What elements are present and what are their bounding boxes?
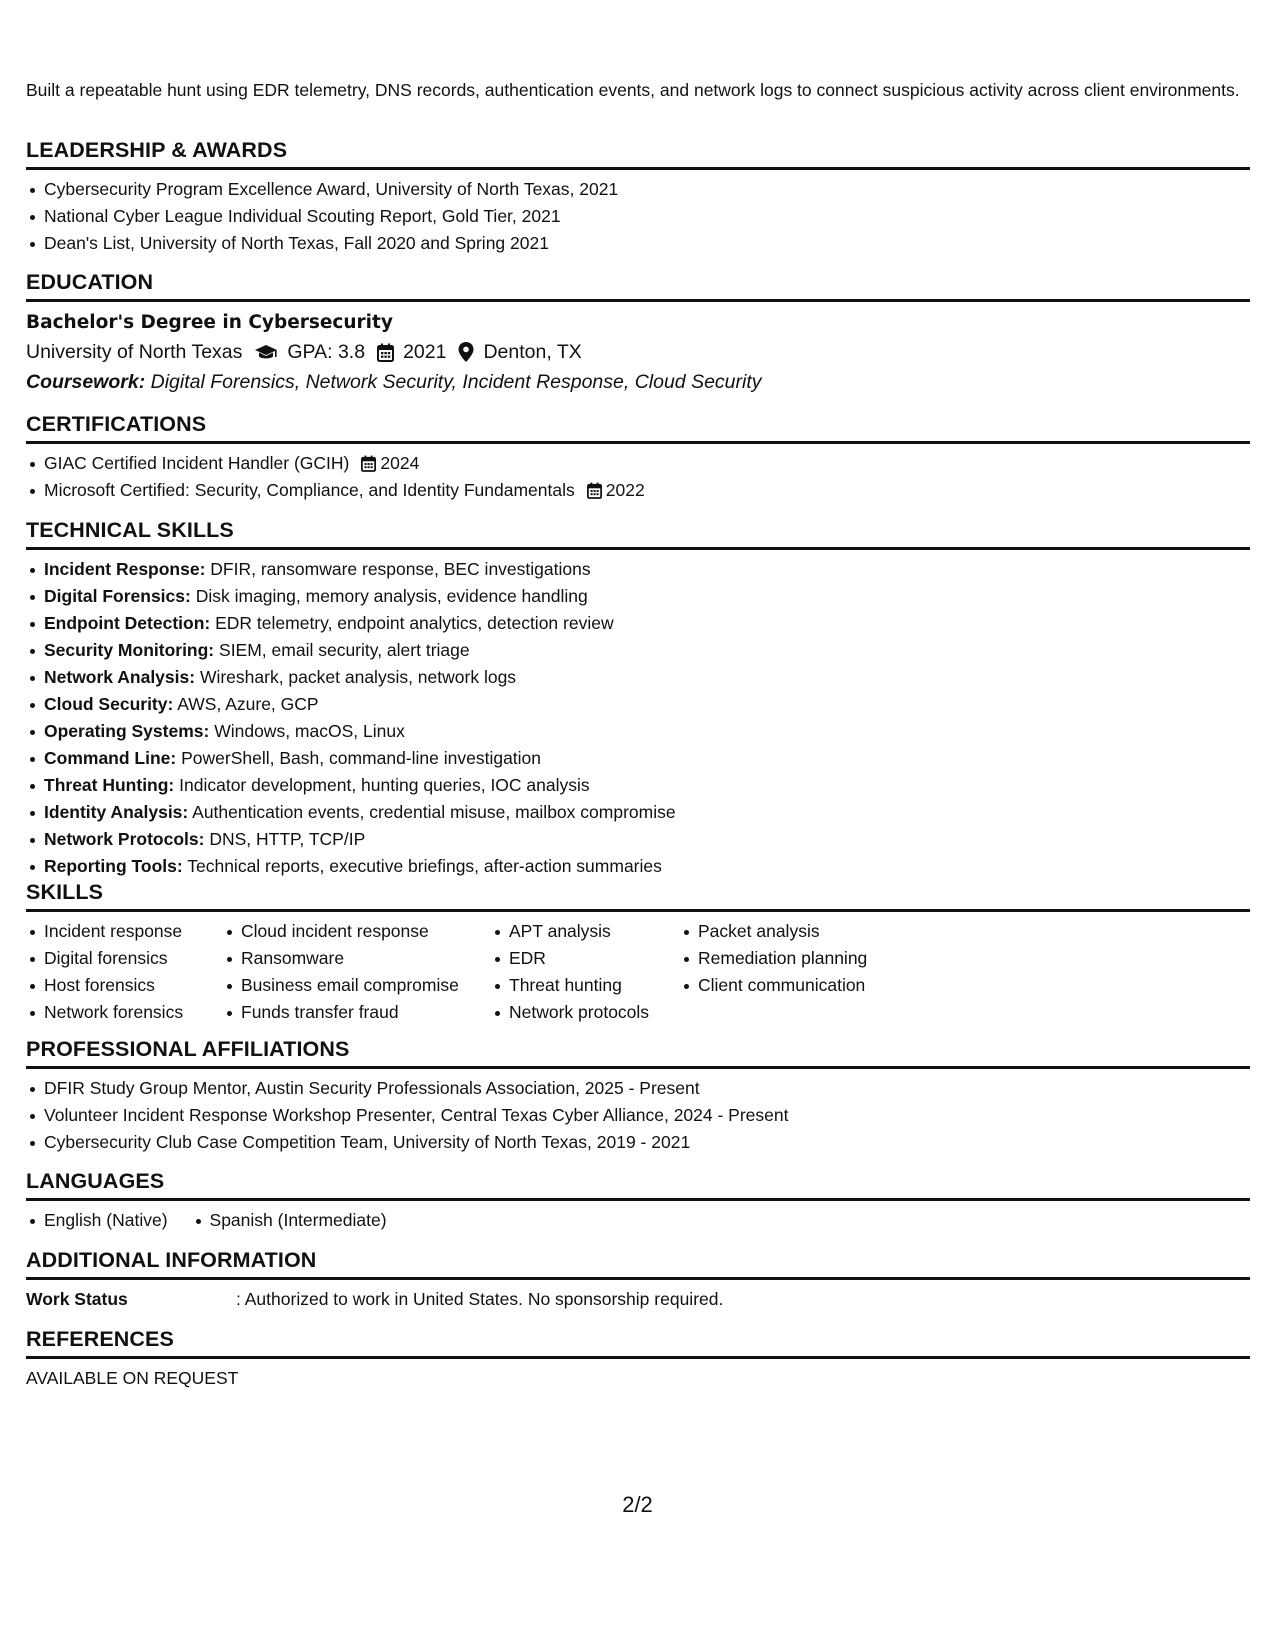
list-item xyxy=(26,826,1250,853)
list-item: Cloud incident response xyxy=(223,918,491,945)
section-divider xyxy=(26,547,1250,550)
list-item xyxy=(26,556,1250,583)
skill-value: Technical reports, executive briefings, after-action summaries xyxy=(187,856,662,876)
list-item xyxy=(26,691,1250,718)
section-heading: LEADERSHIP & AWARDS xyxy=(26,138,288,162)
skills-column xyxy=(491,918,680,1026)
list-item: Ransomware xyxy=(223,945,491,972)
calendar-icon xyxy=(587,482,602,499)
section-technical-skills xyxy=(26,516,1250,880)
list-item: Dean's List, University of North Texas, Fall 2020 and Spring 2021 xyxy=(26,230,1250,257)
list-item: Network forensics xyxy=(26,999,223,1026)
technical-skills-list xyxy=(26,556,1250,880)
skills-column xyxy=(680,918,920,1026)
map-pin-icon xyxy=(458,342,474,362)
list-item xyxy=(26,610,1250,637)
certification-year: 2024 xyxy=(380,453,420,473)
skill-value: Windows, macOS, Linux xyxy=(214,721,405,741)
section-leadership xyxy=(26,136,1250,257)
skill-label: Network Protocols: xyxy=(44,829,205,849)
work-status-value: : Authorized to work in United States. No sponsorship required. xyxy=(236,1289,724,1309)
section-divider xyxy=(26,1198,1250,1201)
section-divider xyxy=(26,1277,1250,1280)
section-heading: EDUCATION xyxy=(26,270,154,294)
graduation-cap-icon xyxy=(254,343,278,361)
list-item: Cybersecurity Club Case Competition Team, University of North Texas, 2019 - 2021 xyxy=(26,1129,1250,1156)
list-item xyxy=(26,799,1250,826)
calendar-icon xyxy=(377,343,394,362)
section-heading: REFERENCES xyxy=(26,1327,174,1351)
work-status-row xyxy=(26,1286,1250,1313)
list-item: Threat hunting xyxy=(491,972,680,999)
skill-label: Network Analysis: xyxy=(44,667,196,687)
list-item: Funds transfer fraud xyxy=(223,999,491,1026)
list-item: Cybersecurity Program Excellence Award, University of North Texas, 2021 xyxy=(26,176,1250,203)
graduation-year: 2021 xyxy=(403,341,447,363)
list-item: Spanish (Intermediate) xyxy=(192,1207,387,1234)
skill-value: DFIR, ransomware response, BEC investigations xyxy=(210,559,591,579)
section-certifications xyxy=(26,410,1250,504)
certification-year: 2022 xyxy=(605,480,645,500)
skill-value: PowerShell, Bash, command-line investigation xyxy=(181,748,542,768)
list-item xyxy=(26,583,1250,610)
degree-title: Bachelor's Degree in Cybersecurity xyxy=(26,312,393,333)
skill-value: DNS, HTTP, TCP/IP xyxy=(209,829,366,849)
list-item: EDR xyxy=(491,945,680,972)
list-item: DFIR Study Group Mentor, Austin Security Professionals Association, 2025 - Present xyxy=(26,1075,1250,1102)
skill-value: Indicator development, hunting queries, IOC analysis xyxy=(179,775,590,795)
list-item: APT analysis xyxy=(491,918,680,945)
list-item: Packet analysis xyxy=(680,918,920,945)
skill-value: EDR telemetry, endpoint analytics, detection review xyxy=(215,613,614,633)
skill-value: Disk imaging, memory analysis, evidence handling xyxy=(195,586,588,606)
skill-label: Security Monitoring: xyxy=(44,640,215,660)
section-divider xyxy=(26,909,1250,912)
certification-name: Microsoft Certified: Security, Compliance, and Identity Fundamentals xyxy=(44,480,575,500)
list-item xyxy=(26,772,1250,799)
section-heading: CERTIFICATIONS xyxy=(26,412,207,436)
list-item xyxy=(26,745,1250,772)
language-entry xyxy=(26,1207,168,1234)
list-item: Incident response xyxy=(26,918,223,945)
section-additional-info xyxy=(26,1246,1250,1313)
list-item xyxy=(26,637,1250,664)
skill-value: SIEM, email security, alert triage xyxy=(219,640,470,660)
section-references xyxy=(26,1325,1250,1392)
list-item: English (Native) xyxy=(26,1207,168,1234)
list-item: Business email compromise xyxy=(223,972,491,999)
list-item: Client communication xyxy=(680,972,920,999)
section-heading: PROFESSIONAL AFFILIATIONS xyxy=(26,1037,350,1061)
certification-name: GIAC Certified Incident Handler (GCIH) xyxy=(44,453,350,473)
certification-item xyxy=(26,477,1250,504)
list-item: Host forensics xyxy=(26,972,223,999)
list-item: Digital forensics xyxy=(26,945,223,972)
coursework-list: Digital Forensics, Network Security, Incident Response, Cloud Security xyxy=(150,371,762,393)
skill-label: Cloud Security: xyxy=(44,694,174,714)
skill-value: AWS, Azure, GCP xyxy=(177,694,319,714)
skill-label: Threat Hunting: xyxy=(44,775,175,795)
skill-label: Endpoint Detection: xyxy=(44,613,211,633)
work-status-label: Work Status xyxy=(26,1289,128,1309)
list-item xyxy=(26,853,1250,880)
section-heading: ADDITIONAL INFORMATION xyxy=(26,1248,317,1272)
school-location: Denton, TX xyxy=(483,341,582,363)
list-item: Remediation planning xyxy=(680,945,920,972)
certifications-list xyxy=(26,450,1250,504)
list-item xyxy=(26,718,1250,745)
language-entry xyxy=(192,1207,387,1234)
skills-column xyxy=(26,918,223,1026)
section-divider xyxy=(26,441,1250,444)
school-name: University of North Texas xyxy=(26,341,243,363)
section-divider xyxy=(26,167,1250,170)
section-divider xyxy=(26,1356,1250,1359)
section-divider xyxy=(26,1066,1250,1069)
skills-columns xyxy=(26,918,1250,1026)
calendar-icon xyxy=(361,455,376,472)
coursework xyxy=(26,367,1250,397)
list-item: National Cyber League Individual Scouting Report, Gold Tier, 2021 xyxy=(26,203,1250,230)
education-details xyxy=(26,337,1250,367)
gpa: GPA: 3.8 xyxy=(287,341,366,363)
section-affiliations xyxy=(26,1035,1250,1156)
references-text: AVAILABLE ON REQUEST xyxy=(26,1368,239,1388)
list-item xyxy=(26,664,1250,691)
skill-label: Identity Analysis: xyxy=(44,802,189,822)
list-item: Network protocols xyxy=(491,999,680,1026)
skills-column xyxy=(223,918,491,1026)
skill-label: Reporting Tools: xyxy=(44,856,183,876)
skill-value: Authentication events, credential misuse, mailbox compromise xyxy=(192,802,676,822)
section-languages xyxy=(26,1167,1250,1234)
page-number: 2/2 xyxy=(622,1492,653,1517)
section-skills xyxy=(26,878,1250,1026)
languages-list xyxy=(26,1207,1250,1234)
certification-item xyxy=(26,450,1250,477)
leadership-list xyxy=(26,176,1250,257)
skill-label: Digital Forensics: xyxy=(44,586,191,606)
skill-value: Wireshark, packet analysis, network logs xyxy=(199,667,517,687)
experience-continuation-text: Built a repeatable hunt using EDR telemetry, DNS records, authentication events, and network logs to connect suspicious activity across client environments. xyxy=(26,80,1240,100)
section-heading: LANGUAGES xyxy=(26,1169,165,1193)
skill-label: Incident Response: xyxy=(44,559,206,579)
section-heading: SKILLS xyxy=(26,880,104,904)
list-item: Volunteer Incident Response Workshop Presenter, Central Texas Cyber Alliance, 2024 - Present xyxy=(26,1102,1250,1129)
coursework-label: Coursework: xyxy=(26,371,146,393)
section-heading: TECHNICAL SKILLS xyxy=(26,518,234,542)
section-divider xyxy=(26,299,1250,302)
section-education xyxy=(26,268,1250,397)
skill-label: Command Line: xyxy=(44,748,177,768)
skill-label: Operating Systems: xyxy=(44,721,210,741)
affiliations-list xyxy=(26,1075,1250,1156)
